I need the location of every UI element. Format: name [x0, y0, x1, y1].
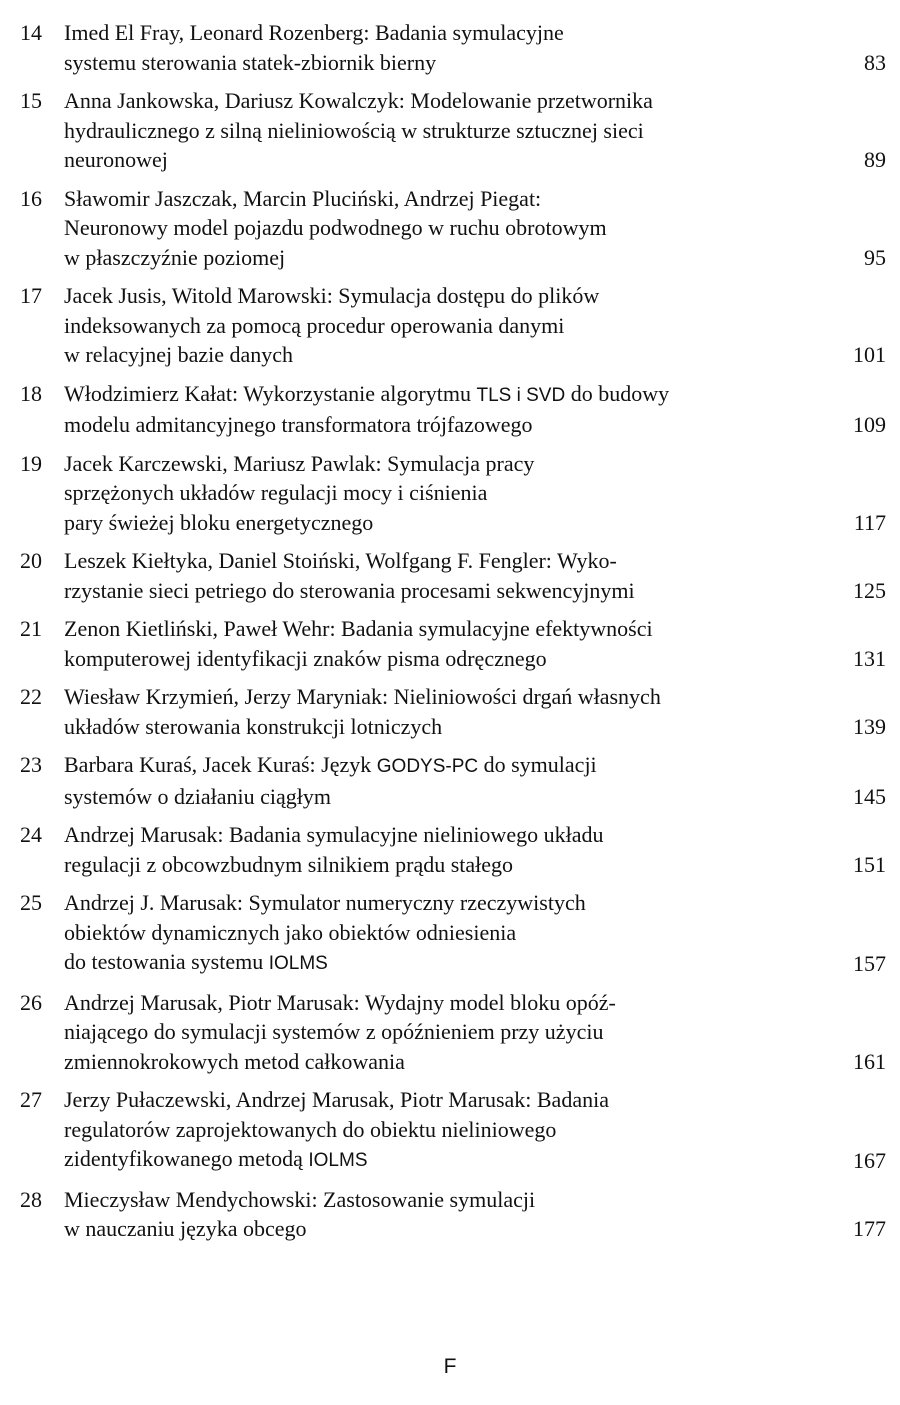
entry-title — [64, 988, 804, 1077]
entry-number: 24 — [20, 822, 42, 847]
entry-line: Jacek Karczewski, Mariusz Pawlak: Symulacja pracy — [64, 450, 535, 476]
entry-line: układów sterowania konstrukcji lotniczych — [64, 713, 443, 739]
acronym-iolms: IOLMS — [268, 953, 328, 974]
entry-page-number: 101 — [853, 342, 886, 367]
entry-text: Barbara Kuraś, Jacek Kuraś: Język — [64, 752, 377, 777]
entry-line: Anna Jankowska, Dariusz Kowalczyk: Modelowanie przetwornika — [64, 88, 653, 113]
entry-line: indeksowanych za pomocą procedur operowania danymi — [64, 312, 565, 338]
entry-line: zmiennokrokowych metod całkowania — [64, 1048, 405, 1074]
entry-text: i — [511, 384, 527, 406]
entry-line: niającego do symulacji systemów z opóźnieniem przy użyciu — [64, 1019, 604, 1044]
toc-entry — [0, 1085, 900, 1176]
entry-title — [64, 750, 804, 811]
entry-number: 17 — [20, 283, 42, 308]
entry-line: Andrzej J. Marusak: Symulator numeryczny rzeczywistych — [64, 890, 586, 915]
entry-page-number: 167 — [853, 1148, 886, 1173]
entry-line: Jerzy Pułaczewski, Andrzej Marusak, Piotr Marusak: Badania — [64, 1087, 609, 1112]
entry-number: 15 — [20, 88, 42, 113]
entry-line: w relacyjnej bazie danych — [64, 342, 294, 367]
entry-text: do testowania systemu — [64, 949, 269, 974]
entry-number: 26 — [20, 989, 42, 1015]
toc-entry — [0, 18, 900, 77]
entry-line: komputerowej identyfikacji znaków pisma odręcznego — [64, 645, 547, 671]
entry-line: Jacek Jusis, Witold Marowski: Symulacja dostępu do plików — [64, 283, 600, 308]
entry-title — [64, 184, 804, 273]
entry-title — [64, 682, 804, 741]
entry-text: Włodzimierz Kałat: Wykorzystanie algorytmu — [64, 380, 477, 406]
acronym-iolms: IOLMS — [308, 1150, 368, 1171]
entry-line: modelu admitancyjnego transformatora trójfazowego — [64, 412, 533, 437]
toc-entry — [0, 546, 900, 605]
entry-line: Leszek Kiełtyka, Daniel Stoiński, Wolfgang F. Fengler: Wyko- — [64, 548, 617, 573]
entry-title — [64, 614, 804, 673]
toc-entry — [0, 988, 900, 1077]
entry-line: regulacji z obcowzbudnym silnikiem prądu stałego — [64, 851, 514, 877]
entry-line: obiektów dynamicznych jako obiektów odniesienia — [64, 919, 517, 945]
entry-title — [64, 86, 804, 175]
toc-entry — [0, 682, 900, 741]
entry-page-number: 89 — [864, 147, 886, 172]
entry-line: regulatorów zaprojektowanych do obiektu nieliniowego — [64, 1116, 557, 1142]
entry-page-number: 161 — [853, 1048, 886, 1074]
toc-entry — [0, 1185, 900, 1244]
entry-line: Andrzej Marusak, Piotr Marusak: Wydajny model bloku opóź- — [64, 989, 616, 1015]
entry-title — [64, 820, 804, 879]
entry-title — [64, 546, 804, 605]
entry-line: w nauczaniu języka obcego — [64, 1216, 307, 1241]
acronym-tls: TLS — [476, 384, 512, 406]
entry-number: 18 — [20, 380, 42, 406]
entry-text: do budowy — [565, 380, 670, 406]
entry-line: Mieczysław Mendychowski: Zastosowanie symulacji — [64, 1186, 536, 1212]
entry-line — [64, 947, 804, 979]
toc-entry — [0, 750, 900, 811]
entry-page-number: 83 — [864, 49, 886, 75]
entry-line: Sławomir Jaszczak, Marcin Pluciński, Andrzej Piegat: — [64, 185, 542, 211]
entry-line — [64, 1144, 804, 1176]
toc-entry — [0, 888, 900, 979]
entry-page-number: 131 — [853, 645, 886, 671]
entry-line: neuronowej — [64, 147, 168, 172]
entry-title — [64, 449, 804, 538]
entry-line: Zenon Kietliński, Paweł Wehr: Badania symulacyjne efektywności — [64, 616, 653, 641]
entry-line: pary świeżej bloku energetycznego — [64, 509, 374, 535]
entry-line: Wiesław Krzymień, Jerzy Maryniak: Nieliniowości drgań własnych — [64, 684, 661, 709]
entry-title — [64, 1185, 804, 1244]
entry-text: do symulacji — [478, 752, 597, 777]
table-of-contents — [0, 18, 900, 1253]
acronym-svd: SVD — [526, 384, 566, 406]
entry-page-number: 139 — [853, 713, 886, 739]
entry-line: hydraulicznego z silną nieliniowością w strukturze sztucznej sieci — [64, 117, 644, 143]
entry-title — [64, 18, 804, 77]
entry-page-number: 177 — [853, 1216, 886, 1241]
entry-number: 20 — [20, 548, 42, 573]
entry-number: 25 — [20, 890, 42, 915]
entry-page-number: 117 — [853, 509, 886, 535]
toc-entry — [0, 86, 900, 175]
acronym-godys-pc: GODYS-PC — [376, 756, 479, 777]
toc-entry — [0, 449, 900, 538]
entry-number: 28 — [20, 1186, 42, 1212]
entry-title — [64, 888, 804, 979]
entry-line — [64, 750, 804, 782]
entry-title — [64, 1085, 804, 1176]
entry-number: 22 — [20, 684, 42, 709]
entry-text: zidentyfikowanego metodą — [64, 1146, 309, 1171]
toc-entry — [0, 379, 900, 440]
entry-number: 19 — [20, 450, 42, 476]
entry-number: 16 — [20, 185, 42, 211]
entry-page-number: 125 — [853, 577, 886, 603]
entry-title — [64, 281, 804, 370]
entry-line: Neuronowy model pojazdu podwodnego w ruchu obrotowym — [64, 215, 607, 240]
entry-number: 14 — [20, 20, 42, 45]
entry-line: Andrzej Marusak: Badania symulacyjne nieliniowego układu — [64, 822, 604, 847]
toc-entry — [0, 184, 900, 273]
entry-number: 27 — [20, 1087, 42, 1112]
entry-page-number: 157 — [853, 951, 886, 976]
entry-number: 23 — [20, 752, 42, 777]
entry-title — [64, 379, 804, 440]
toc-entry — [0, 614, 900, 673]
entry-page-number: 109 — [853, 412, 886, 437]
entry-line: systemów o działaniu ciągłym — [64, 783, 331, 809]
entry-line: w płaszczyźnie poziomej — [64, 244, 286, 270]
entry-page-number: 145 — [853, 783, 886, 809]
entry-page-number: 151 — [853, 851, 886, 877]
toc-entry — [0, 820, 900, 879]
toc-entry — [0, 281, 900, 370]
entry-line — [64, 379, 804, 411]
entry-line: rzystanie sieci petriego do sterowania procesami sekwencyjnymi — [64, 577, 635, 603]
entry-line: systemu sterowania statek-zbiornik bierny — [64, 49, 437, 75]
entry-number: 21 — [20, 616, 42, 641]
section-letter: F — [443, 1355, 457, 1378]
entry-line: Imed El Fray, Leonard Rozenberg: Badania symulacyjne — [64, 20, 564, 45]
entry-line: sprzężonych układów regulacji mocy i ciśnienia — [64, 480, 488, 505]
entry-page-number: 95 — [864, 244, 886, 270]
